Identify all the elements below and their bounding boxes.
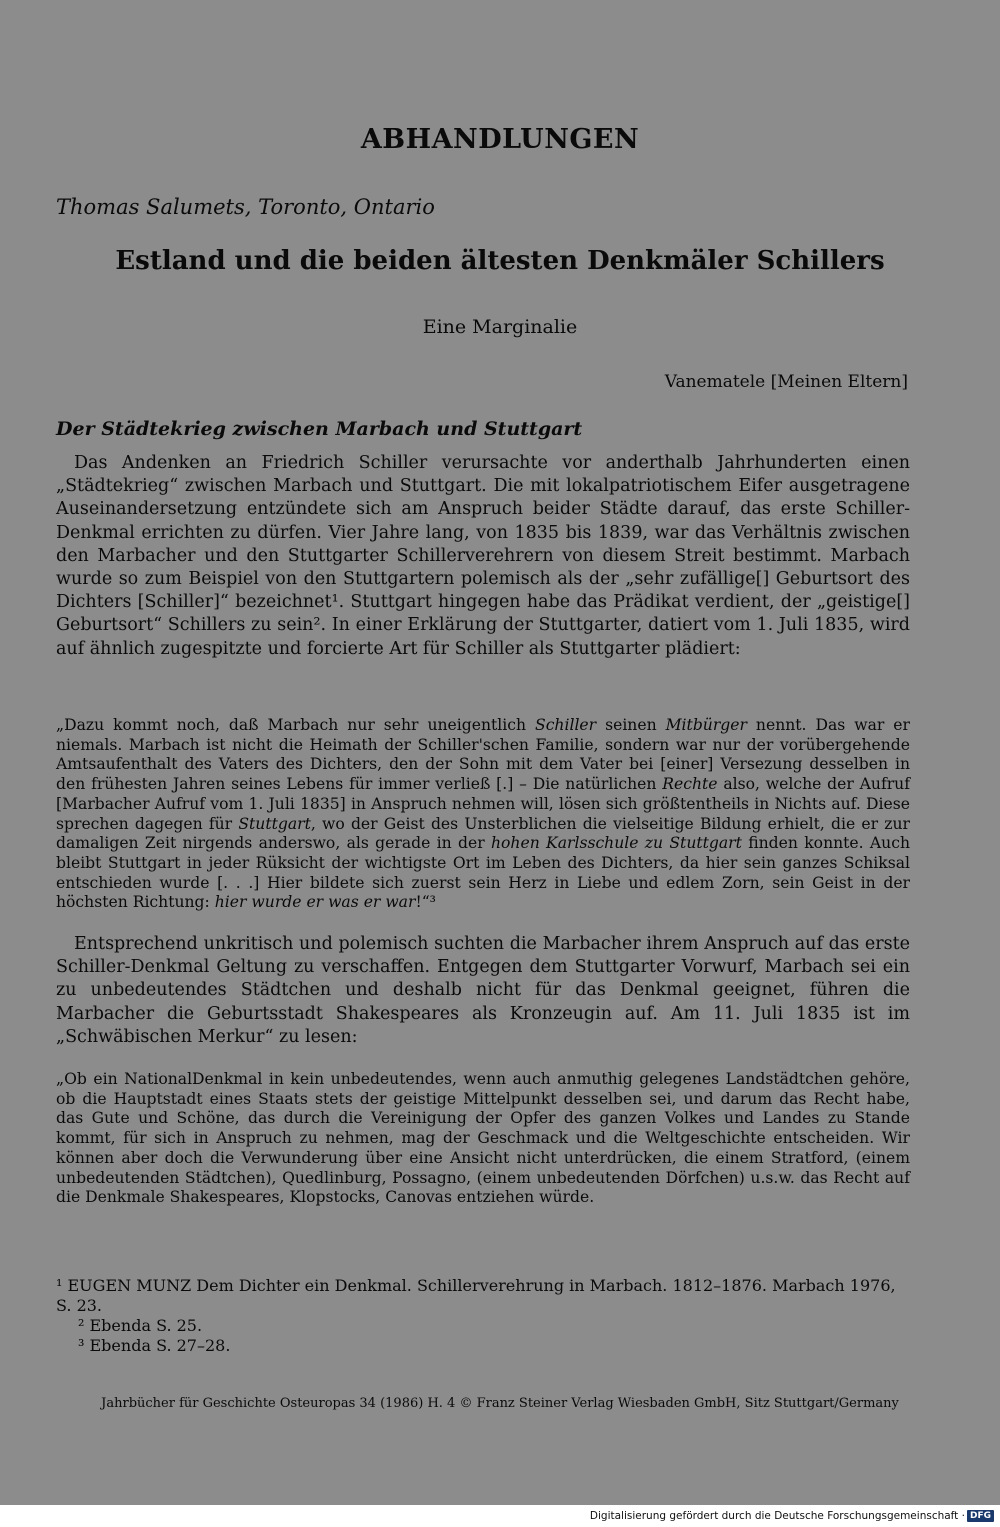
- article-subtitle: Eine Marginalie: [422, 316, 578, 338]
- quote-text: nennt. Das war er niemals. Marbach ist nicht die Heimath der Schiller'schen Familie, sondern war nur der vorübergehende Amtsaufenthalt des Vaters des Dichters, den der Sohn mit dem Vater bei [einer] Versezung desselben in den frühesten Jahren seines Lebens für immer verließ [.] – Die natürlichen: [56, 716, 910, 794]
- footnotes: [56, 1276, 910, 1356]
- quote-emphasis: hohen Karlsschule zu Stuttgart: [491, 834, 742, 853]
- section-heading: ABHANDLUNGEN: [360, 124, 640, 155]
- quote-text: „Dazu kommt noch, daß Marbach nur sehr uneigentlich: [56, 716, 536, 734]
- quote-text: finden konnte. Auch bleibt Stuttgart in jeder Rüksicht der wichtigste Ort im Leben des Dichters, da hier sein ganzes Schiksal entschieden wurde [. . .] Hier bildete sich zuerst sein Herz in Liebe und edlem Zorn, sein Geist in der höchsten Richtung:: [56, 834, 911, 912]
- block-quote-marbach: „Ob ein NationalDenkmal in kein unbedeutendes, wenn auch anmuthig gelegenes Landstädtchen gehöre, ob die Hauptstadt eines Staats stets der geistige Mittelpunkt desselben sei, und darum das Recht habe, das Gute und Schöne, das durch die Vereinigung der Opfer des ganzen Volkes und Landes zu Stande kommt, für sich in Anspruch zu nehmen, mag der Geschmack und die Weltgeschichte entscheiden. Wir können aber doch die Verwunderung über eine Ansicht nicht unterdrücken, die einem Stratford, (einem unbedeutenden Städtchen), Quedlinburg, Possagno, (einem unbedeutenden Dörfchen) u.s.w. das Recht auf die Denkmale Shakespeares, Klopstocks, Canovas entziehen würde.: [56, 1070, 910, 1207]
- quote-emphasis: Schiller: [535, 716, 597, 734]
- subsection-title: Der Städtekrieg zwischen Marbach und Stuttgart: [56, 418, 583, 440]
- quote-text: , wo der Geist des Unsterblichen die vielseitige Bildung erhielt, die er zur damaligen Zeit nirgends anderswo, als gerade in der: [56, 814, 910, 853]
- article-title: Estland und die beiden ältesten Denkmäler Schillers: [115, 246, 885, 276]
- quote-emphasis: hier wurde er was er war: [214, 893, 416, 912]
- body-paragraph-2: Entsprechend unkritisch und polemisch suchten die Marbacher ihrem Anspruch auf das erste Schiller-Denkmal Geltung zu verschaffen. Entgegen dem Stuttgarter Vorwurf, Marbach sei ein zu unbedeutendes Städtchen und deshalb nicht für das Denkmal geeignet, führen die Marbacher die Geburtsstadt Shakespeares als Kronzeugin auf. Am 11. Juli 1835 ist im „Schwäbischen Merkur“ zu lesen:: [56, 934, 910, 1047]
- dedication: Vanematele [Meinen Eltern]: [664, 372, 908, 392]
- quote-text: seinen: [596, 716, 666, 734]
- block-quote-stuttgart: [56, 716, 910, 913]
- digitization-credit: [590, 1510, 994, 1522]
- quote-text: !“³: [415, 893, 436, 912]
- credit-text: Digitalisierung gefördert durch die Deutsche Forschungsgemeinschaft ·: [589, 1510, 965, 1522]
- dfg-logo-icon: DFG: [967, 1510, 994, 1522]
- author-line: Thomas Salumets, Toronto, Ontario: [56, 195, 435, 219]
- quote-emphasis: Rechte: [662, 775, 718, 794]
- journal-citation: Jahrbücher für Geschichte Osteuropas 34 (1986) H. 4 © Franz Steiner Verlag Wiesbaden GmbH, Sitz Stuttgart/Germany: [101, 1396, 899, 1411]
- footnote-3: ³ Ebenda S. 27–28.: [78, 1336, 231, 1355]
- footnote-1: ¹ EUGEN MUNZ Dem Dichter ein Denkmal. Schillerverehrung in Marbach. 1812–1876. Marbach 1976, S. 23.: [56, 1276, 896, 1315]
- quote-emphasis: Mitbürger: [665, 716, 747, 734]
- body-paragraph-1: Das Andenken an Friedrich Schiller verursachte vor anderthalb Jahrhunderten einen „Städtekrieg“ zwischen Marbach und Stuttgart. Die mit lokalpatriotischem Eifer ausgetragene Auseinandersetzung entzündete sich am Anspruch beider Städte darauf, das erste Schiller-Denkmal errichten zu dürfen. Vier Jahre lang, von 1835 bis 1839, war das Verhältnis zwischen den Marbacher und den Stuttgarter Schillerverehrern von diesem Streit bestimmt. Marbach wurde so zum Beispiel von den Stuttgartern polemisch als der „sehr zufällige[] Geburtsort des Dichters [Schiller]“ bezeichnet¹. Stuttgart hingegen habe das Prädikat verdient, der „geistige[] Geburtsort“ Schillers zu sein². In einer Erklärung der Stuttgarter, datiert vom 1. Juli 1835, wird auf ähnlich zugespitzte und forcierte Art für Schiller als Stuttgarter plädiert:: [56, 453, 910, 659]
- quote-text: also, welche der Aufruf [Marbacher Aufruf vom 1. Juli 1835] in Anspruch nehmen will, lösen sich größtentheils in Nichts auf. Diese sprechen dagegen für: [56, 775, 910, 833]
- footnote-2: ² Ebenda S. 25.: [78, 1316, 203, 1335]
- quote-emphasis: Stuttgart: [238, 814, 311, 833]
